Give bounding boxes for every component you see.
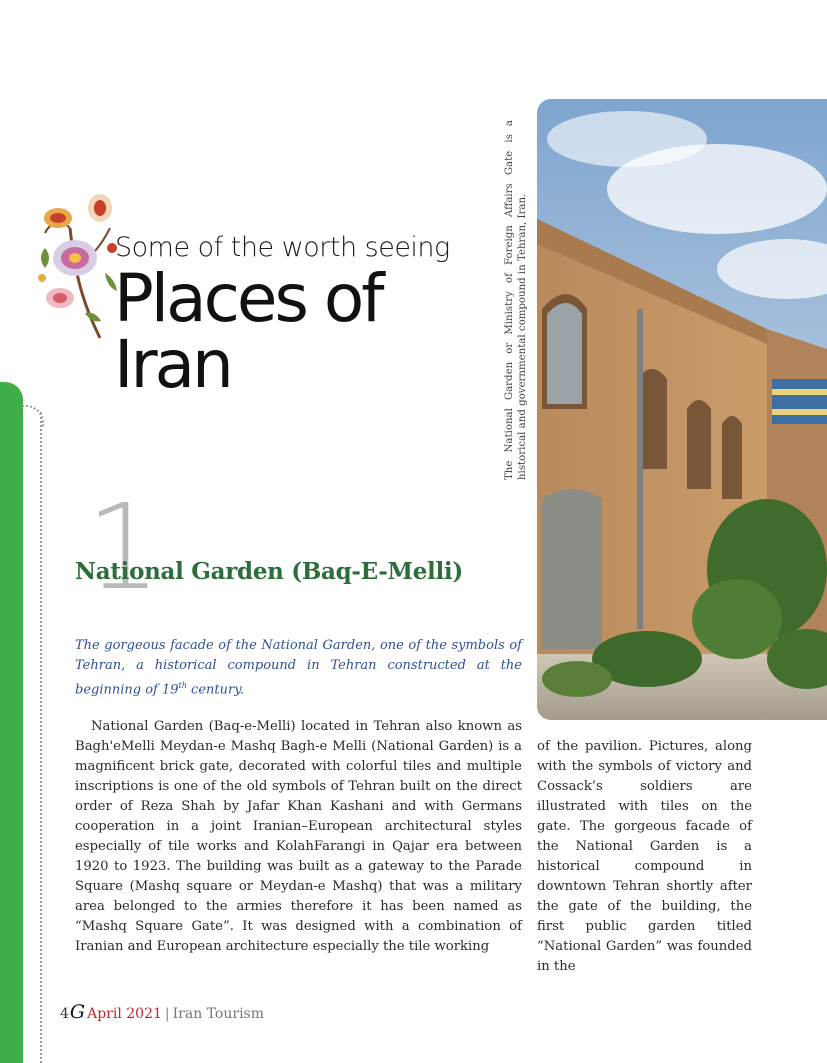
magazine-logo: G [69, 1001, 86, 1023]
magazine-name: Iran Tourism [172, 1006, 265, 1022]
lead-paragraph [75, 636, 522, 700]
lead-text-end: century. [186, 682, 244, 698]
section-number: 1 [86, 478, 162, 616]
persian-floral-ornament-icon [30, 188, 125, 348]
photo-caption: The National Garden or Ministry of Foreign Affairs Gate is a historical and governmental compound in Tehran, Iran. [504, 120, 528, 480]
lead-superscript: th [178, 681, 187, 690]
section-title: National Garden (Baq-E-Melli) [75, 558, 463, 585]
body-column-2: of the pavilion. Pictures, along with the symbols of victory and Cossack’s soldiers are illustrated with tiles on the gate. The gorgeous facade of the National Garden is a historical compound in downtown Tehran shortly after the gate of the building, the first public garden titled “National Garden” was founded in the [537, 739, 752, 974]
green-side-bar [0, 382, 23, 1063]
dotted-vertical-line [40, 412, 42, 1063]
page-footer [60, 1001, 264, 1023]
header-kicker: Some of the worth seeing [115, 232, 450, 263]
footer-separator: | [164, 1006, 170, 1022]
national-garden-photo [537, 99, 827, 720]
issue-date: April 2021 [87, 1006, 162, 1022]
lead-text: The gorgeous facade of the National Garden, one of the symbols of Tehran, a historical compound in Tehran constructed at the beginning of 19 [75, 638, 522, 698]
page-title: Places of Iran [114, 260, 382, 403]
body-column-1: National Garden (Baq-e-Melli) located in Tehran also known as Bagh'eMelli Meydan-e Mashq Bagh-e Melli (National Garden) is a magnificent brick gate, decorated with colorful tiles and multiple inscriptions is one of the old symbols of Tehran built on the direct order of Reza Shah by Jafar Khan Kashani and with Germans cooperation in a joint Iranian–European architectural styles especially of tile works and KolahFarangi in Qajar era between 1920 to 1923. The building was built as a gateway to the Parade Square (Mashq square or Meydan-e Mashq) that was a military area belonged to the armies therefore it has been named as “Mashq Square Gate”. It was designed with a combination of Iranian and European architecture especially the tile working [75, 719, 522, 954]
page-number: 4 [60, 1006, 69, 1022]
